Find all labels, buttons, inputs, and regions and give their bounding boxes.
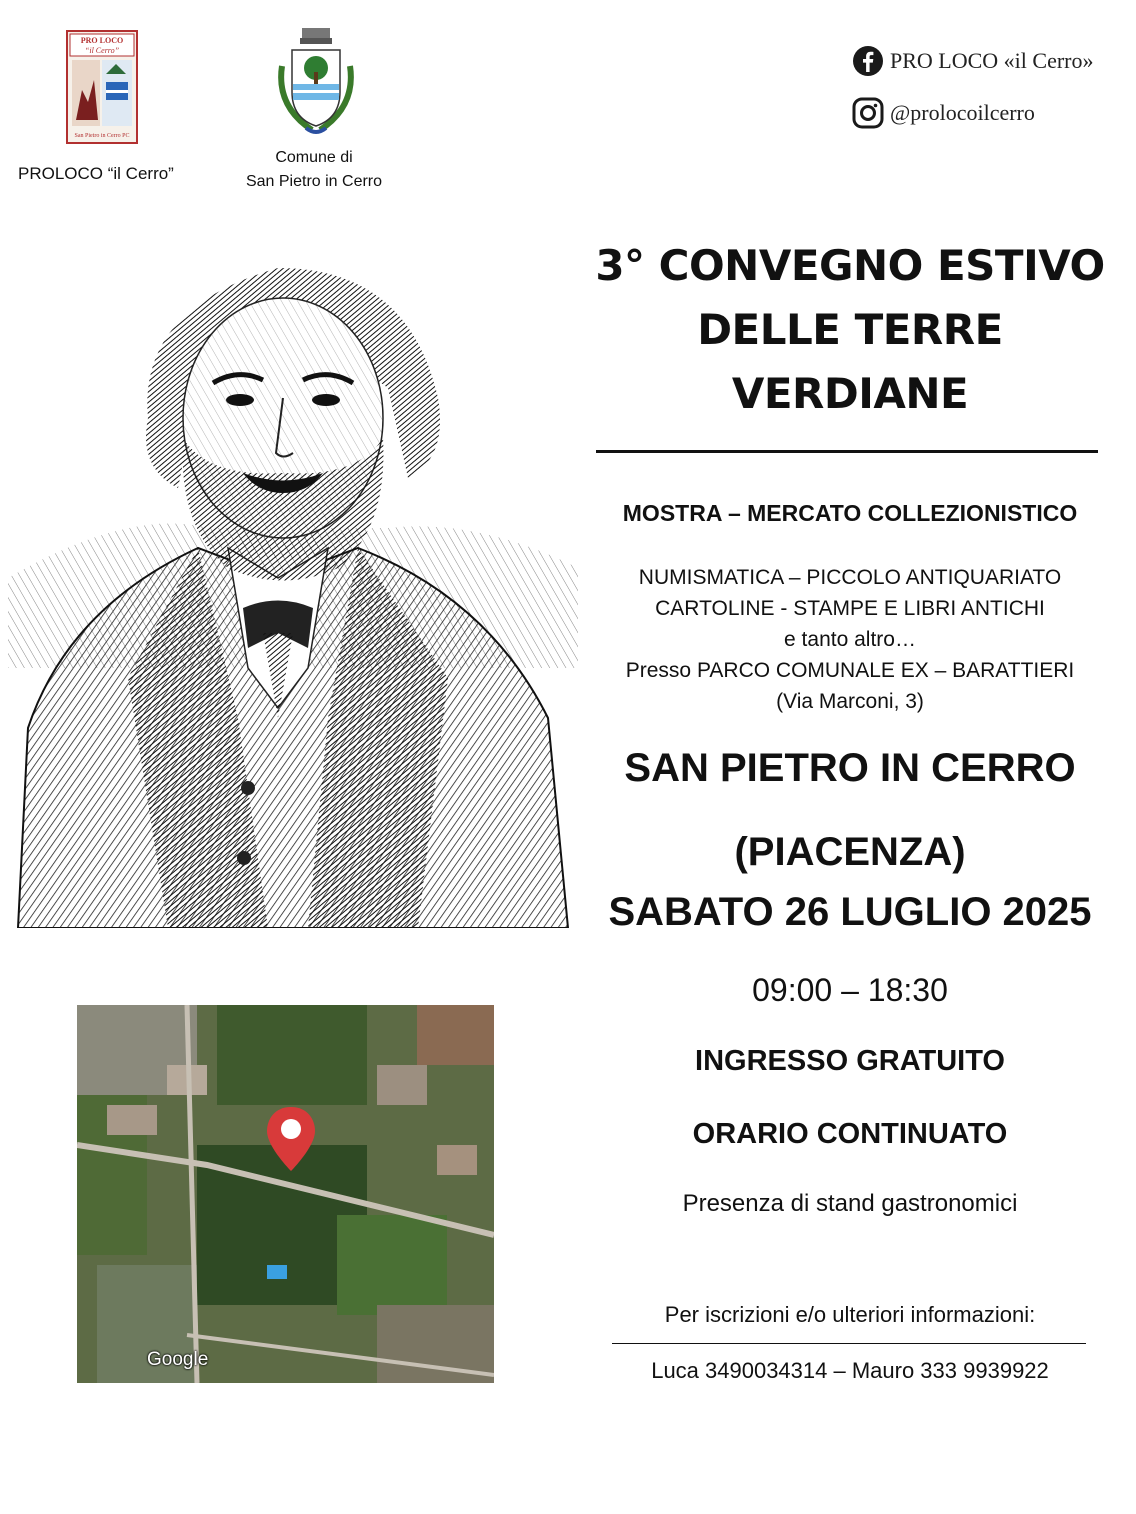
proloco-logo-line1: PRO LOCO xyxy=(80,36,124,45)
comune-caption-line1: Comune di xyxy=(275,149,353,166)
instagram-handle: @prolocoilcerro xyxy=(890,100,1035,125)
facebook-link[interactable] xyxy=(852,44,1122,78)
title-divider xyxy=(596,450,1098,453)
event-place xyxy=(590,726,1110,894)
instagram-icon xyxy=(852,97,884,129)
comune-caption xyxy=(230,146,398,194)
title-line-3: VERDIANE xyxy=(731,369,969,418)
portrait-illustration xyxy=(8,248,578,928)
map-attribution: Google xyxy=(147,1349,209,1370)
proloco-logo xyxy=(66,30,138,144)
info-divider xyxy=(612,1343,1086,1344)
event-food: Presenza di stand gastronomici xyxy=(682,1190,1018,1217)
details-line-5: (Via Marconi, 3) xyxy=(776,690,924,713)
event-entry: INGRESSO GRATUITO xyxy=(695,1045,1005,1077)
event-details xyxy=(590,562,1110,717)
location-map[interactable] xyxy=(77,1005,494,1383)
title-line-1: 3° CONVEGNO ESTIVO xyxy=(595,241,1105,290)
contact-numbers[interactable]: Luca 3490034314 – Mauro 333 9939922 xyxy=(651,1358,1049,1383)
details-line-1: NUMISMATICA – PICCOLO ANTIQUARIATO xyxy=(638,566,1062,589)
details-line-2: CARTOLINE - STAMPE E LIBRI ANTICHI xyxy=(655,597,1045,620)
proloco-logo-line2: “il Cerro” xyxy=(84,46,120,55)
details-line-3: e tanto altro… xyxy=(784,628,916,651)
info-label: Per iscrizioni e/o ulteriori informazioni: xyxy=(664,1302,1036,1327)
event-subheading: MOSTRA – MERCATO COLLEZIONISTICO xyxy=(622,500,1078,526)
proloco-caption: PROLOCO “il Cerro” xyxy=(18,164,174,183)
event-hours: 09:00 – 18:30 xyxy=(752,972,948,1008)
details-line-4: Presso PARCO COMUNALE EX – BARATTIERI xyxy=(625,659,1075,682)
facebook-handle: PRO LOCO «il Cerro» xyxy=(890,48,1094,73)
event-title xyxy=(590,234,1110,426)
title-line-2: DELLE TERRE xyxy=(697,305,1003,354)
place-province: (PIACENZA) xyxy=(734,830,966,874)
comune-caption-line2: San Pietro in Cerro xyxy=(245,173,383,190)
instagram-link[interactable] xyxy=(852,96,1122,130)
social-links xyxy=(852,44,1122,148)
place-town: SAN PIETRO IN CERRO xyxy=(624,746,1076,790)
proloco-logo-line3: San Pietro in Cerro PC xyxy=(74,133,130,139)
event-date: SABATO 26 LUGLIO 2025 xyxy=(608,890,1092,934)
comune-crest xyxy=(272,26,360,140)
event-schedule: ORARIO CONTINUATO xyxy=(692,1118,1008,1150)
facebook-icon xyxy=(852,45,884,77)
